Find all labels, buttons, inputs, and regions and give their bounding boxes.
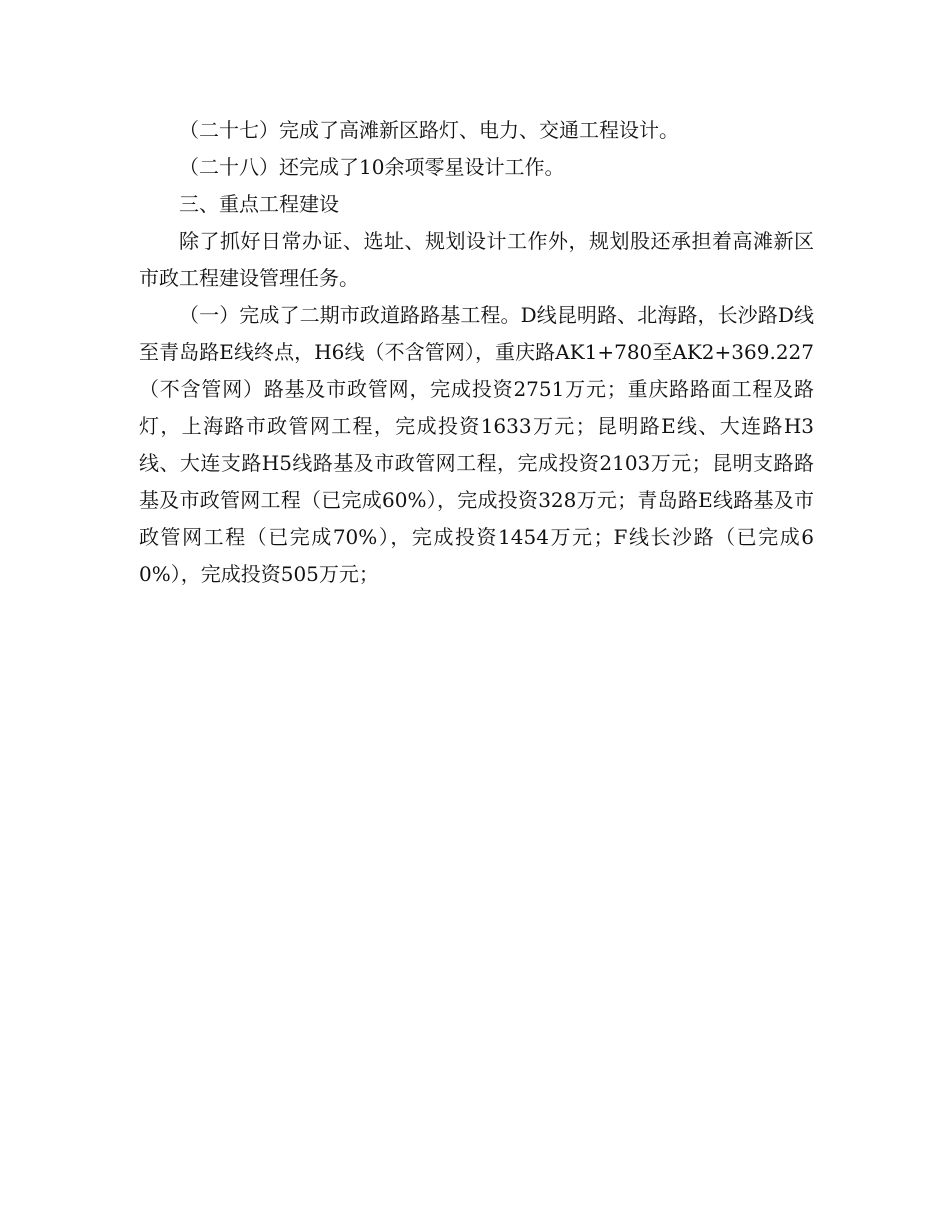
paragraph-item-1: （一）完成了二期市政道路路基工程。D线昆明路、北海路，长沙路D线至青岛路E线终点，H6线（不含管网），重庆路AK1+780至AK2+369.227（不含管网）路基及市政管网，完成投资2751万元；重庆路路面工程及路灯，上海路市政管网工程，完成投资1633万元；昆明路E线、大连路H3线、大连支路H5线路基及市政管网工程，完成投资2103万元；昆明支路路基及市政管网工程（已完成60%），完成投资328万元；青岛路E线路基及市政管网工程（已完成70%），完成投资1454万元；F线长沙路（已完成60%），完成投资505万元；: [139, 303, 814, 586]
paragraph-intro: 除了抓好日常办证、选址、规划设计工作外，规划股还承担着高滩新区市政工程建设管理任务。: [139, 229, 814, 290]
paragraph-28: （二十八）还完成了10余项零星设计工作。: [179, 155, 565, 179]
paragraph-27: （二十七）完成了高滩新区路灯、电力、交通工程设计。: [179, 118, 679, 142]
document-body: [139, 112, 814, 593]
section-heading-key-projects: 三、重点工程建设: [179, 192, 339, 216]
